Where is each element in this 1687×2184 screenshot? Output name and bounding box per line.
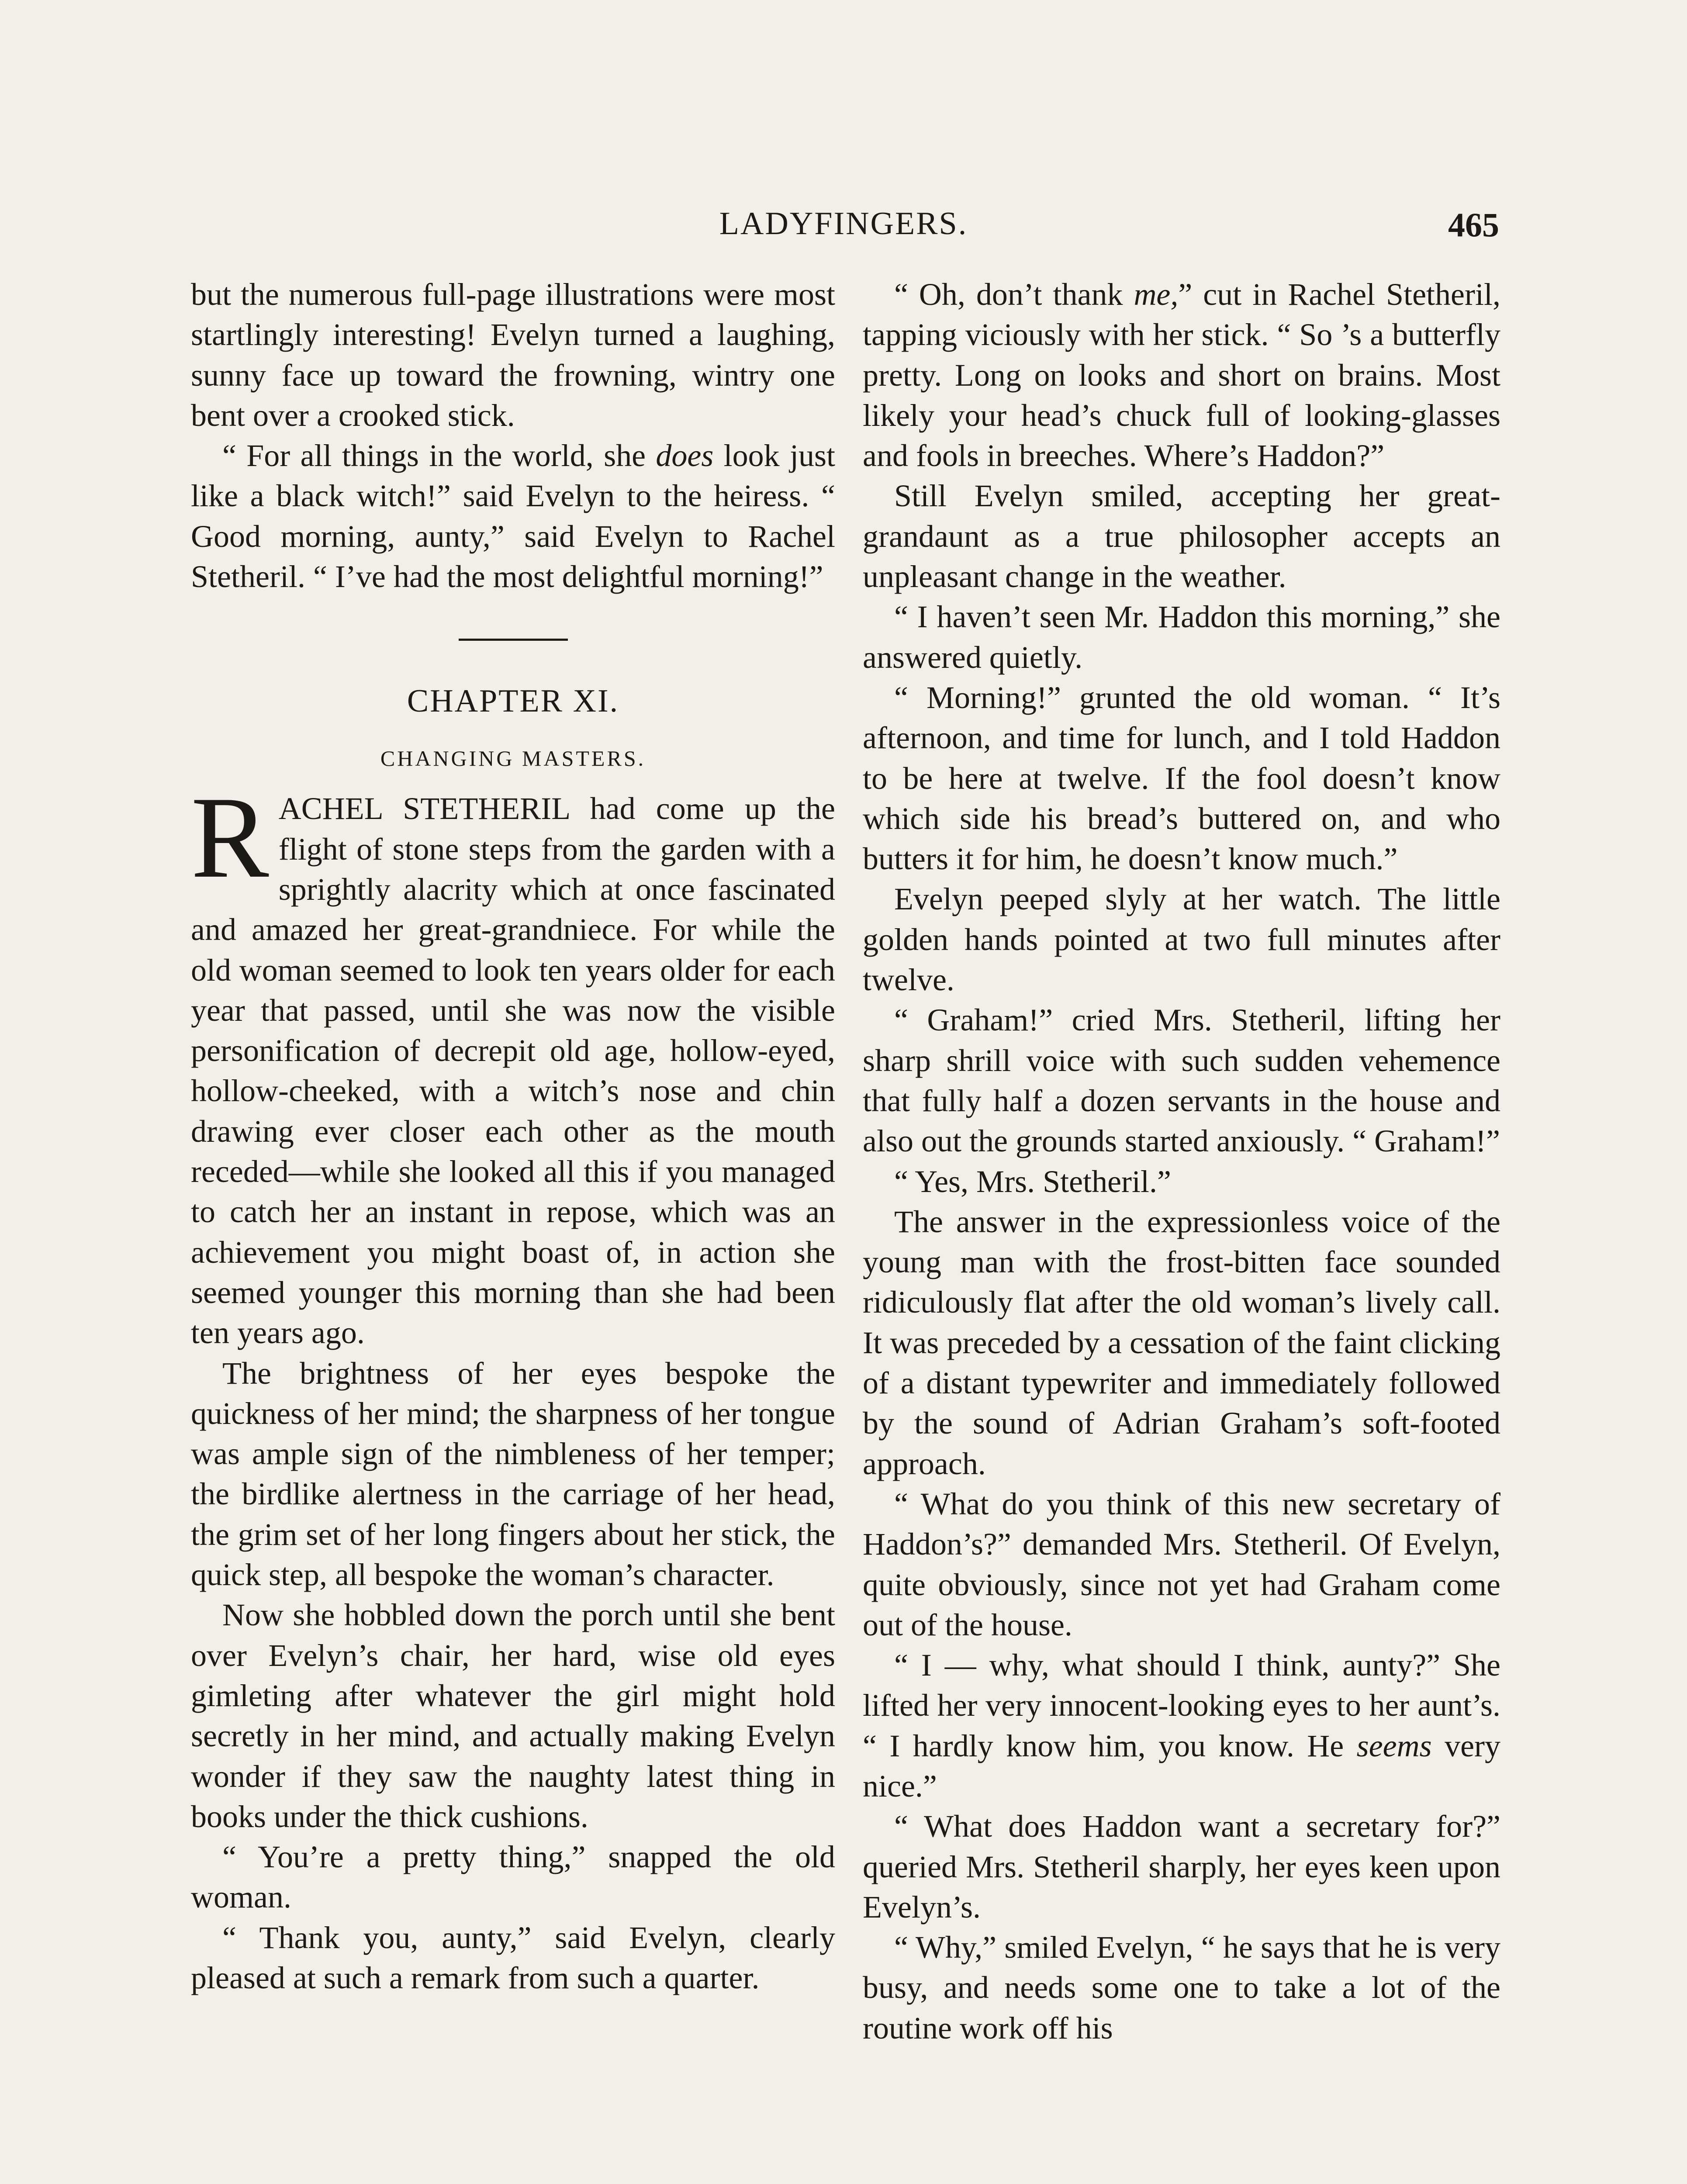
paragraph: but the numerous full-page illustrations were most startlingly interesting! Evelyn turned a laughing, sunny face up toward the frowning, wintry one bent over a crooked stick. [191, 277, 835, 433]
paragraph: Evelyn peeped slyly at her watch. The little golden hands pointed at two full minutes after twelve. [863, 881, 1500, 998]
paragraph: “ Thank you, aunty,” said Evelyn, clearly pleased at such a remark from such a quarter. [191, 1920, 835, 1995]
paragraph [863, 274, 1500, 476]
paragraph: “ You’re a pretty thing,” snapped the old woman. [191, 1839, 835, 1915]
chapter-title: CHAPTER XI. [407, 683, 619, 719]
emphasis: does [656, 438, 714, 473]
running-title: LADYFINGERS. [719, 206, 968, 242]
paragraph: “ Graham!” cried Mrs. Stetheril, lifting her sharp shrill voice with such sudden vehemence that fully half a dozen servants in the house and also out the grounds started anxiously. “ Graham!” [863, 1002, 1500, 1159]
text-run: “ I — why, what should I think, aunty?” She lifted her very innocent-looking eyes to her aunt’s. “ I hardly know him, you know. He [863, 1648, 1500, 1763]
right-column [863, 274, 1500, 2048]
text-run: ACHEL STETHERIL had come up the flight of stone steps from the garden with a sprightly alacrity which at once fascinated and amazed her great-grandniece. For while the old woman seemed to look ten years older for each year that passed, until she was now the visible personification of decrepit old age, hollow-eyed, hollow-cheeked, with a witch’s nose and chin drawing ever closer each other as the mouth receded—while she looked all this if you managed to catch her an instant in repose, which was an achievement you might boast of, in action she seemed younger this morning than she had been ten years ago. [191, 791, 835, 1351]
paragraph: Still Evelyn smiled, accepting her great-grandaunt as a true philosopher accepts an unpleasant change in the weather. [863, 478, 1500, 594]
paragraph [863, 1645, 1500, 1806]
text-run: very nice.” [863, 1728, 1500, 1804]
paragraph: “ Why,” smiled Evelyn, “ he says that he is very busy, and needs some one to take a lot of the routine work off his [863, 1930, 1500, 2046]
paragraph: Now she hobbled down the porch until she bent over Evelyn’s chair, her hard, wise old eyes gimleting after whatever the girl might hold secretly in her mind, and actually making Evelyn wonder if they saw the naughty latest thing in books under the thick cushions. [191, 1597, 835, 1834]
text-run: “ Oh, don’t thank [894, 277, 1134, 312]
paragraph: “ What do you think of this new secretary of Haddon’s?” demanded Mrs. Stetheril. Of Evelyn, quite obviously, since not yet had Graham come out of the house. [863, 1486, 1500, 1642]
paragraph [191, 435, 835, 597]
section-divider [459, 639, 568, 641]
paragraph: “ Morning!” grunted the old woman. “ It’s afternoon, and time for lunch, and I told Haddon to be here at twelve. If the fool doesn’t know which side his bread’s buttered on, and who butters it for him, he doesn’t know much.” [863, 680, 1500, 877]
chapter-body [191, 772, 835, 1998]
paragraph: “ Yes, Mrs. Stetheril.” [894, 1164, 1171, 1199]
paragraph: “ What does Haddon want a secretary for?” queried Mrs. Stetheril sharply, her eyes keen upon Evelyn’s. [863, 1809, 1500, 1925]
text-run: look just like a black witch!” said Evelyn to the heiress. “ Good morning, aunty,” said Evelyn to Rachel Stetheril. “ I’ve had the most delightful morning!” [191, 438, 836, 594]
emphasis: seems [1356, 1728, 1432, 1763]
page-header [0, 205, 1687, 258]
paragraph: The brightness of her eyes bespoke the quickness of her mind; the sharpness of her tongue was ample sign of the nimbleness of her temper; the birdlike alertness in the carriage of her head, the grim set of her long fingers about her stick, the quick step, all bespoke the woman’s character. [191, 1355, 835, 1593]
left-column [191, 274, 835, 1998]
drop-cap: R [191, 772, 269, 902]
emphasis: me, [1134, 277, 1179, 312]
page-number: 465 [1448, 206, 1499, 244]
paragraph: “ I haven’t seen Mr. Haddon this morning,” she answered quietly. [863, 599, 1500, 675]
paragraph [191, 772, 835, 1353]
paragraph: The answer in the expressionless voice of the young man with the frost-bitten face sounded ridiculously flat after the old woman’s lively call. It was preceded by a cessation of the faint clicking of a distant typewriter and immediately followed by the sound of Adrian Graham’s soft-footed approach. [863, 1204, 1500, 1481]
text-run: “ For all things in the world, she [222, 438, 656, 473]
text-run: ” cut in Rachel Stetheril, tapping viciously with her stick. “ So ’s a butterfly pretty. Long on looks and short on brains. Most likely your head’s chuck full of looking-glasses and fools in breeches. Where’s Haddon?” [863, 277, 1500, 473]
chapter-subtitle: CHANGING MASTERS. [380, 746, 646, 771]
